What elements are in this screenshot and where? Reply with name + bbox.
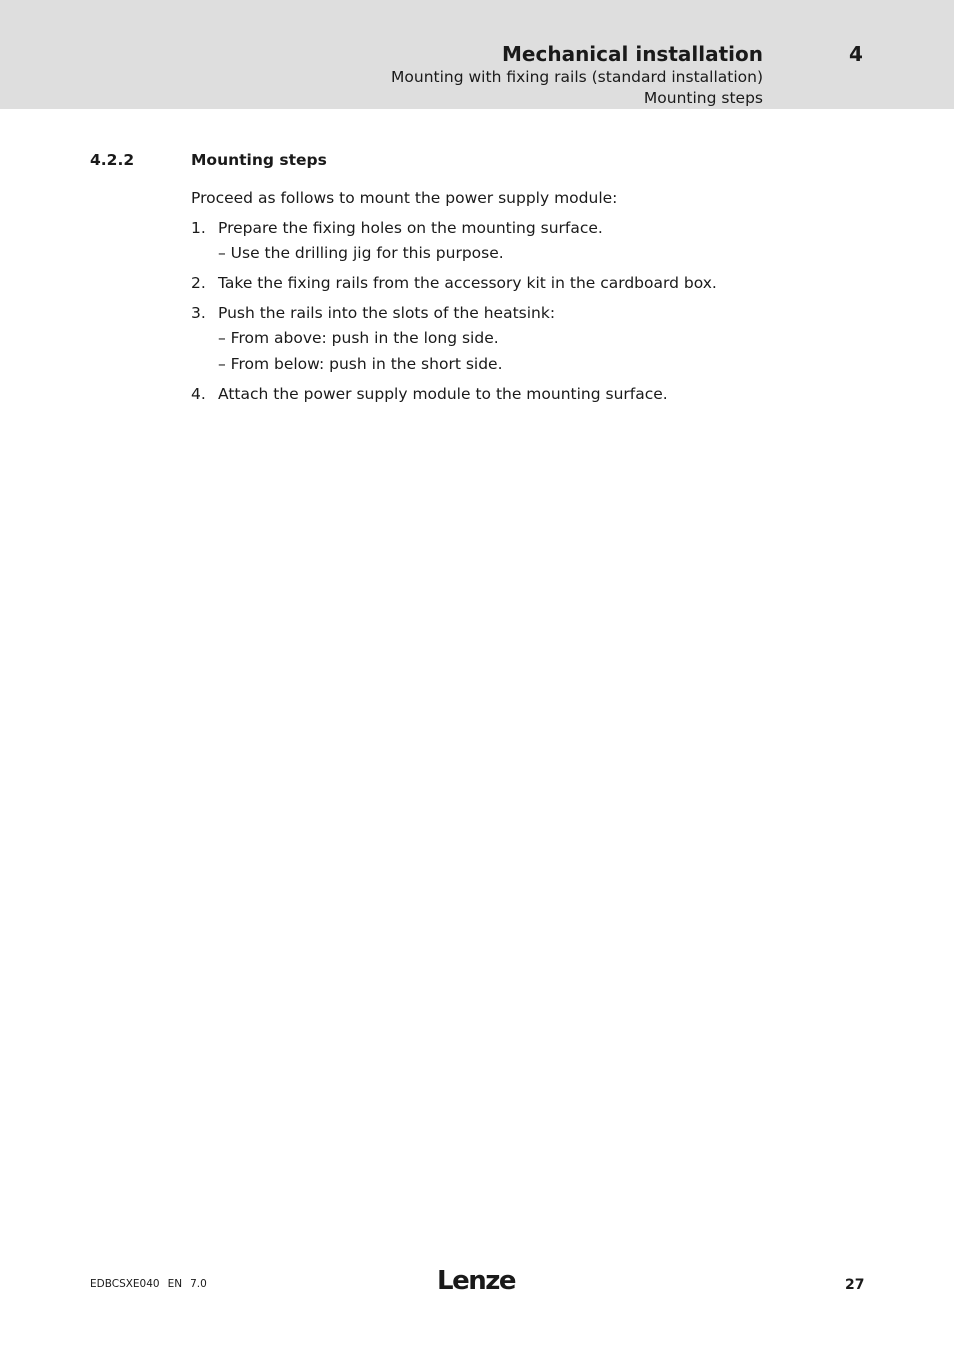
- step-text: Take the fixing rails from the accessory kit in the cardboard box.: [218, 274, 717, 292]
- document-info: [90, 1278, 215, 1290]
- page-number: 27: [845, 1277, 865, 1293]
- section-number: 4.2.2: [90, 151, 135, 169]
- step-3-note-1: – From above: push in the long side.: [218, 329, 499, 347]
- document-id: EDBCSXE040: [90, 1278, 160, 1290]
- lenze-logo: Lenze: [437, 1266, 515, 1296]
- document-version: 7.0: [190, 1278, 207, 1290]
- section-subtitle: Mounting with fixing rails (standard installation): [391, 68, 763, 86]
- step-text: Push the rails into the slots of the heatsink:: [218, 304, 556, 322]
- chapter-number: 4: [849, 42, 863, 66]
- page-header: [0, 0, 954, 109]
- step-number: 1.: [191, 219, 206, 237]
- step-number: 4.: [191, 385, 206, 403]
- list-item-step-4: [191, 385, 668, 403]
- list-item-step-3: [191, 304, 555, 322]
- step-number: 3.: [191, 304, 206, 322]
- list-item-step-1: [191, 219, 603, 237]
- section-title: Mounting steps: [191, 151, 327, 169]
- list-item-step-2: [191, 274, 717, 292]
- step-number: 2.: [191, 274, 206, 292]
- step-3-note-2: – From below: push in the short side.: [218, 355, 503, 373]
- subsection-subtitle: Mounting steps: [643, 89, 763, 107]
- document-language: EN: [167, 1278, 183, 1290]
- step-text: Prepare the fixing holes on the mounting surface.: [218, 219, 603, 237]
- chapter-title: Mechanical installation: [502, 42, 763, 66]
- step-1-note: – Use the drilling jig for this purpose.: [218, 244, 504, 262]
- intro-text: Proceed as follows to mount the power supply module:: [191, 189, 618, 207]
- step-text: Attach the power supply module to the mounting surface.: [218, 385, 668, 403]
